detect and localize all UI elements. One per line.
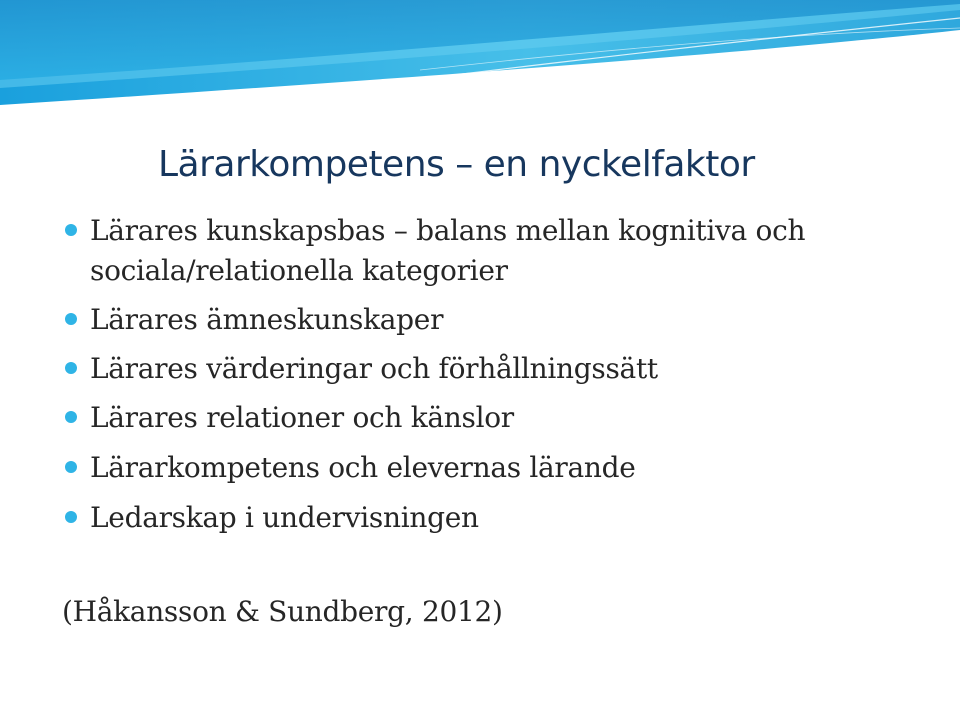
citation: (Håkansson & Sundberg, 2012): [62, 595, 503, 628]
bullet-item: [90, 300, 443, 340]
bullet-dot-icon: [65, 313, 77, 325]
bullet-dot-icon: [65, 411, 77, 423]
bullet-dot-icon: [65, 461, 77, 473]
bullet-item: [90, 211, 805, 291]
bullet-dot-icon: [65, 362, 77, 374]
bullet-text-line: Lärares ämneskunskaper: [90, 303, 444, 336]
bullet-item: [90, 498, 479, 538]
bullet-text-line: Lärarkompetens och elevernas lärande: [90, 451, 636, 484]
bullet-item: [90, 398, 514, 438]
header-banner: [0, 0, 960, 110]
bullet-item: [90, 349, 658, 389]
bullet-text-line: Lärares kunskapsbas – balans mellan kognitiva och: [90, 214, 806, 247]
slide-title: Lärarkompetens – en nyckelfaktor: [158, 144, 755, 185]
bullet-text-line: sociala/relationella kategorier: [90, 254, 508, 287]
bullet-text-line: Ledarskap i undervisningen: [90, 501, 479, 534]
bullet-dot-icon: [65, 511, 77, 523]
bullet-text-line: Lärares värderingar och förhållningssätt: [90, 352, 658, 385]
bullet-item: [90, 448, 636, 488]
bullet-text-line: Lärares relationer och känslor: [90, 401, 514, 434]
bullet-dot-icon: [65, 224, 77, 236]
